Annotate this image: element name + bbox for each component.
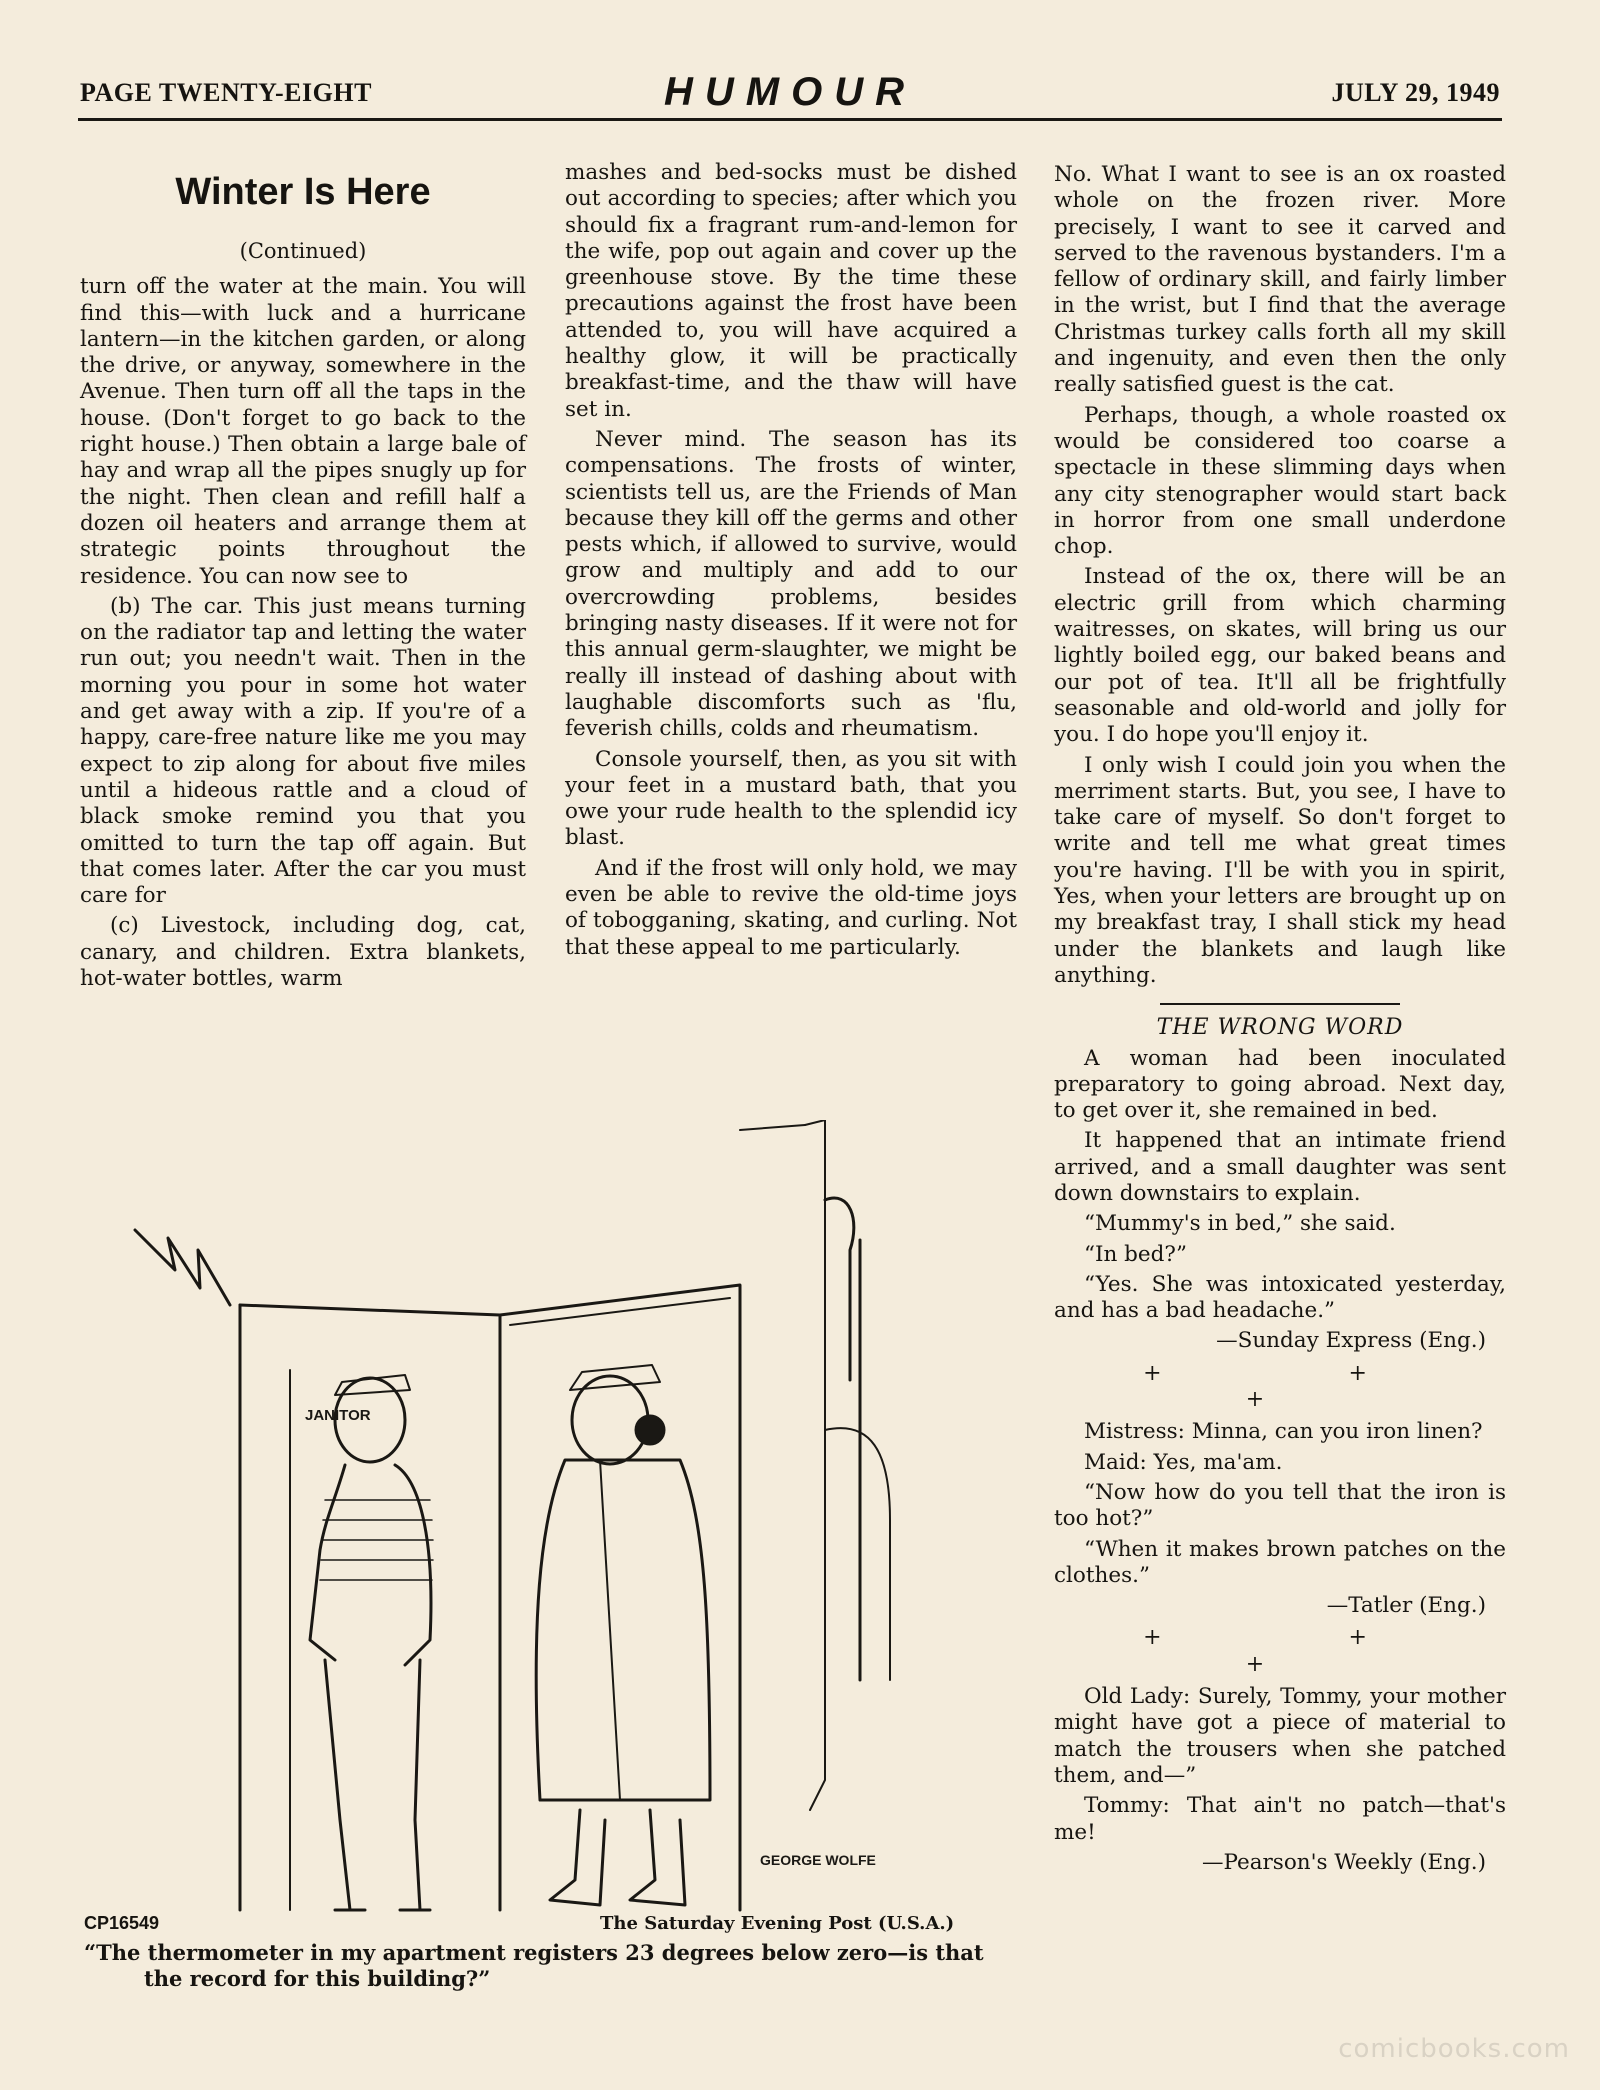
caption-line: “The thermometer in my apartment registers 23 degrees below zero—is that [84,1940,984,1965]
article-paragraph: (b) The car. This just means turning on the radiator tap and letting the water run out; you needn't wait. Then in the morning you pour in some hot water and get away with a zip. If you're of a happy, care-free nature like me you may expect to zip along for about five miles until a hideous rattle and a cloud of black smoke remind you that you omitted to turn the tap off again. But that comes later. After the car you must care for [80,593,526,909]
article-paragraph: Instead of the ox, there will be an electric grill from which charming waitresses, on skates, will bring us our lightly boiled egg, our baked beans and our pot of tea. It'll all be frightfully seasonable and old-world and jolly for you. I do hope you'll enjoy it. [1054,564,1506,748]
article-paragraph: Perhaps, though, a whole roasted ox would be considered too coarse a spectacle in these slimming days when any city stenographer would start back in horror from one small underdone chop. [1054,402,1506,560]
janitor-sign: JANITOR [305,1407,371,1424]
header-rule [78,118,1502,121]
joke-credit: —Pearson's Weekly (Eng.) [1201,1849,1486,1875]
joke-paragraph: Old Lady: Surely, Tommy, your mother might have got a piece of material to match the trousers when she patched them, and—” [1054,1684,1506,1788]
joke-paragraph: “When it makes brown patches on the clothes.” [1054,1536,1506,1588]
joke-credit: —Sunday Express (Eng.) [1216,1328,1486,1354]
cartoon-source: The Saturday Evening Post (U.S.A.) [600,1913,955,1934]
continued-label: (Continued) [239,239,367,263]
article-paragraph: mashes and bed-socks must be dished out according to species; after which you should fix a fragrant rum-and-lemon for the wife, pop out again and cover up the greenhouse stove. By the time these precautions against the frost have been attended to, you will have acquired a healthy glow, it will be practically breakfast-time, and the thaw will have set in. [565,160,1017,422]
article-paragraph: I only wish I could join you when the merriment starts. But, you see, I have to take care of myself. So don't forget to write and tell me what great times you're having. I'll be with you in spirit, Yes, when your letters are brought up on my breakfast tray, I shall stick my head under the blankets and laugh like anything. [1054,752,1506,988]
crack-line [135,1230,230,1305]
separator-plus: + + + [1143,1625,1457,1677]
joke-heading: THE WRONG WORD [1156,1015,1404,1041]
section-divider [1160,1003,1400,1005]
article-paragraph: (c) Livestock, including dog, cat, canary, and children. Extra blankets, hot-water bottles, warm [80,913,526,992]
joke-paragraph: Maid: Yes, ma'am. [1084,1449,1283,1475]
separator-plus: + + + [1143,1360,1457,1413]
janitor-cartoon [120,1120,1020,1920]
joke-paragraph: A woman had been inoculated preparatory to going abroad. Next day, to get over it, she remained in bed. [1054,1045,1506,1124]
joke-paragraph: “In bed?” [1084,1241,1187,1267]
article-paragraph: And if the frost will only hold, we may even be able to revive the old-time joys of tobogganing, skating, and curling. Not that these appeal to me particularly. [565,855,1017,960]
joke-paragraph: “Mummy's in bed,” she said. [1084,1211,1396,1237]
article-paragraph: turn off the water at the main. You will find this—with luck and a hurricane lantern—in the kitchen garden, or along the drive, or anyway, somewhere in the Avenue. Then turn off all the taps in the house. (Don't forget to go back to the right house.) Then obtain a large bale of hay and wrap all the pipes snugly up for the night. Then clean and refill half a dozen oil heaters and arrange them at strategic points throughout the residence. You can now see to [80,274,526,589]
section-title: HUMOUR [664,70,916,114]
cartoon-code: CP16549 [84,1913,160,1933]
joke-paragraph: Mistress: Minna, can you iron linen? [1084,1419,1483,1445]
article-column-3 [1054,162,1506,1880]
article-column-1 [80,160,526,996]
article-column-2 [565,160,1017,965]
caption-line: the record for this building?” [144,1966,491,1991]
cartoon-caption [84,1940,1030,1992]
joke-paragraph: “Yes. She was intoxicated yesterday, and has a bad headache.” [1054,1271,1506,1324]
article-paragraph: Never mind. The season has its compensations. The frosts of winter, scientists tell us, are the Friends of Man because they kill off the germs and other pests which, if allowed to survive, would grow and multiply and add to our overcrowding problems, besides bringing nasty diseases. If it were not for this annual germ-slaughter, we might be really ill instead of dashing about with laughable discomforts such as 'flu, feverish chills, colds and rheumatism. [565,426,1017,742]
joke-credit: —Tatler (Eng.) [1326,1593,1486,1619]
issue-date: JULY 29, 1949 [1331,78,1500,107]
article-paragraph: Console yourself, then, as you sit with your feet in a mustard bath, that you owe your rude health to the splendid icy blast. [565,746,1017,851]
artist-signature: GEORGE WOLFE [760,1852,876,1868]
article-title: Winter Is Here [175,171,431,213]
joke-paragraph: Tommy: That ain't no patch—that's me! [1054,1793,1506,1845]
article-paragraph: No. What I want to see is an ox roasted whole on the frozen river. More precisely, I want to see it carved and served to the ravenous bystanders. I'm a fellow of ordinary skill, and fairly limber in the wrist, but I find that the average Christmas turkey calls forth all my skill and ingenuity, and even then the only really satisfied guest is the cat. [1054,162,1506,398]
joke-paragraph: “Now how do you tell that the iron is too hot?” [1054,1479,1506,1532]
page-number-label: PAGE TWENTY-EIGHT [80,78,372,107]
joke-paragraph: It happened that an intimate friend arrived, and a small daughter was sent down downstairs to explain. [1054,1128,1506,1206]
site-watermark: comicbooks.com [1338,2034,1570,2064]
